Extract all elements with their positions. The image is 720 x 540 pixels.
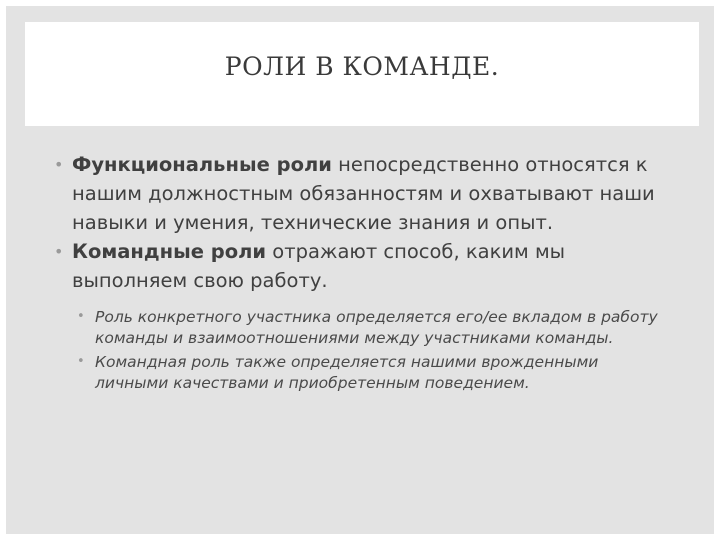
bullet-text: отражают способ, каким мы выполняем свою работу. [72, 240, 566, 292]
bullet-dot-icon: • [54, 242, 64, 261]
slide-content [54, 150, 674, 393]
subbullet-item [77, 307, 674, 348]
subbullet-text: Командная роль также определяется нашими врожденными личными качествами и приобретенным поведением. [95, 353, 599, 392]
bullet-item [54, 150, 674, 237]
title-box [25, 22, 699, 126]
subbullet-text: Роль конкретного участника определяется его/ее вкладом в работу команды и взаимоотношениями между участниками команды. [95, 308, 658, 347]
subbullet-item [77, 352, 674, 393]
bullet-dot-icon: • [77, 309, 85, 324]
bullet-dot-icon: • [77, 354, 85, 369]
bullet-bold-term: Функциональные роли [72, 153, 332, 176]
bullet-item [54, 237, 674, 295]
slide [6, 6, 714, 534]
bullet-bold-term: Командные роли [72, 240, 267, 263]
slide-title: РОЛИ В КОМАНДЕ. [224, 52, 500, 81]
bullet-dot-icon: • [54, 155, 64, 174]
bullet-text: непосредственно относятся к нашим должностным обязанностям и охватывают наши навыки и умения, технические знания и опыт. [72, 153, 655, 234]
